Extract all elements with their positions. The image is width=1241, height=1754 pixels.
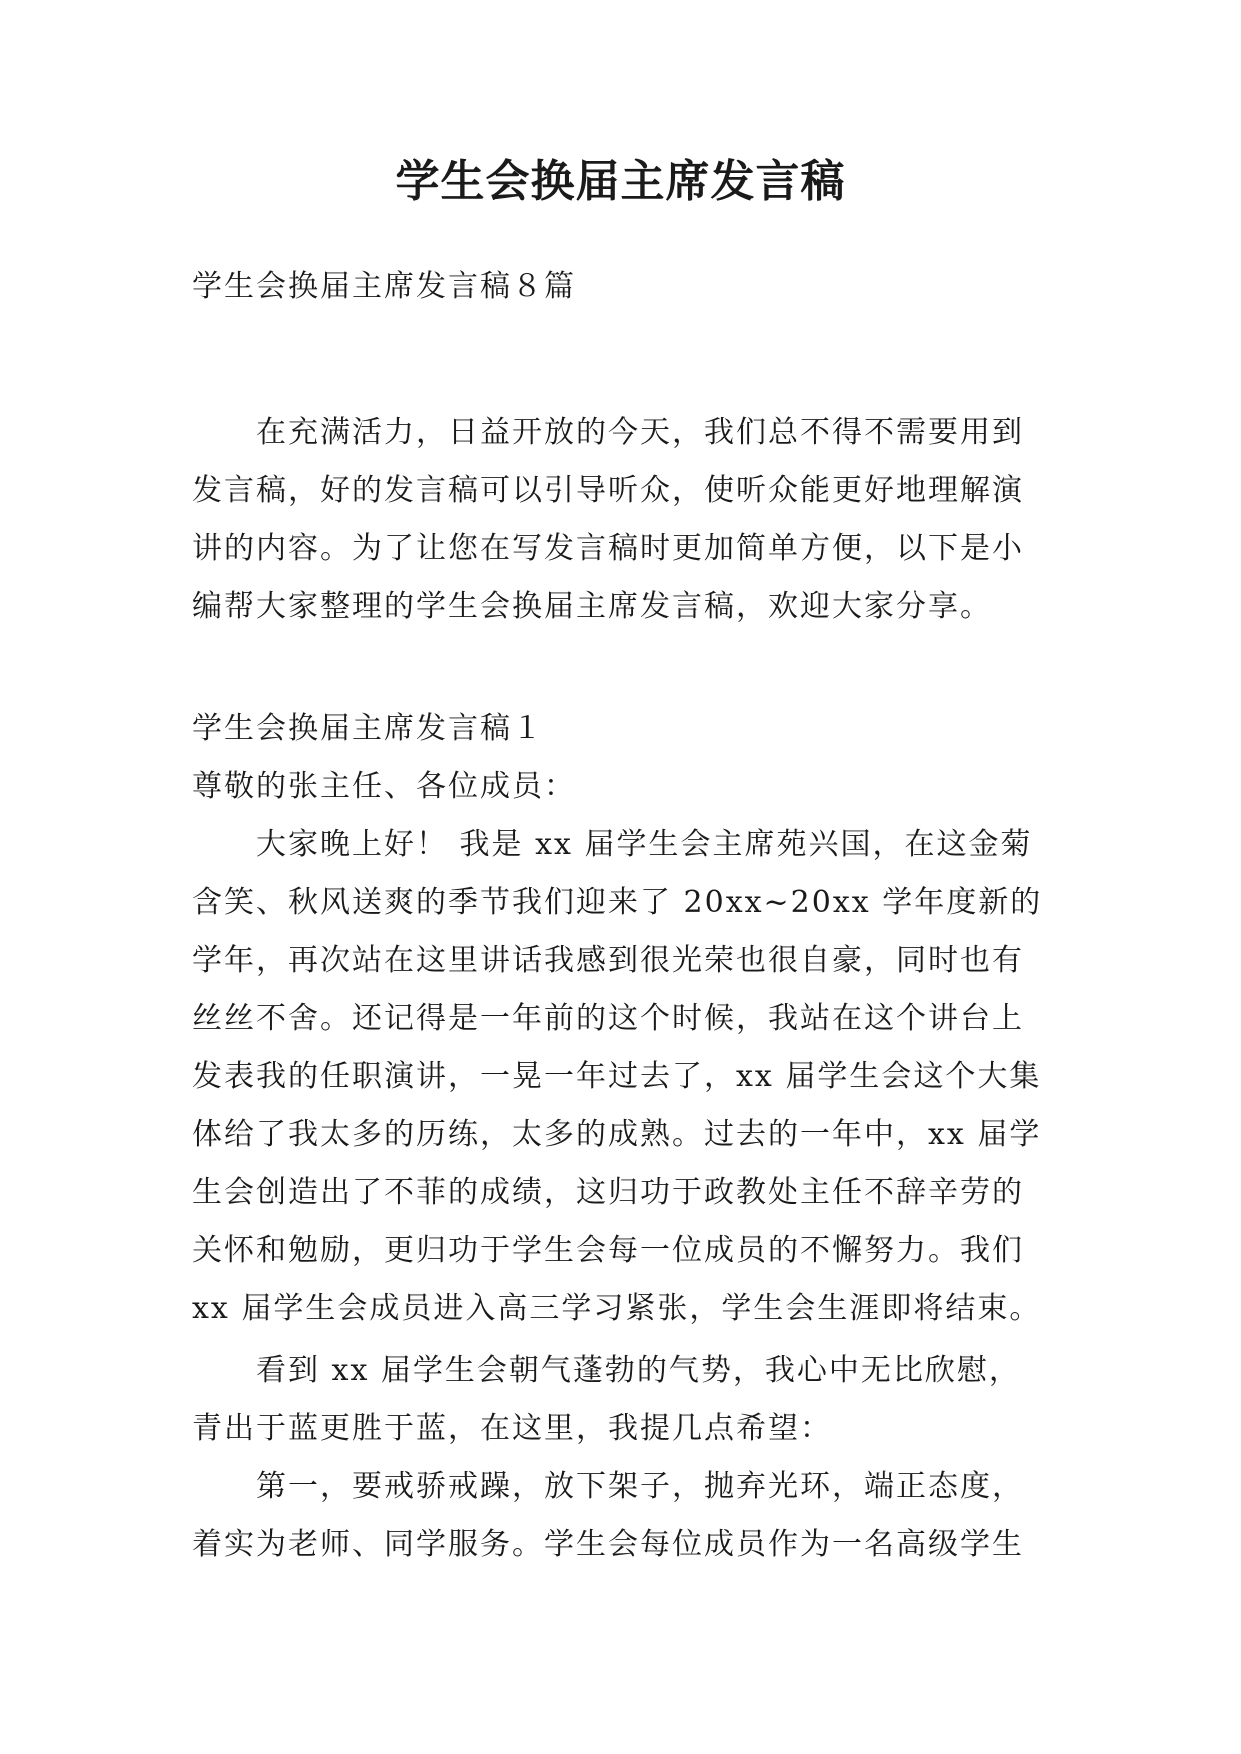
intro-paragraph: 在充满活力，日益开放的今天，我们总不得不需要用到发言稿，好的发言稿可以引导听众，使听众能更好地理解演讲的内容。为了让您在写发言稿时更加简单方便，以下是小编帮大家整理的学生会换届主席发言稿，欢迎大家分享。: [192, 415, 1024, 624]
body-paragraph: 大家晚上好！ 我是 xx 届学生会主席苑兴国，在这金菊含笑、秋风送爽的季节我们迎来了 20xx~20xx 学年度新的学年，再次站在这里讲话我感到很光荣也很自豪，同时也有丝丝不舍。还记得是一年前的这个时候，我站在这个讲台上发表我的任职演讲，一晃一年过去了，xx 届学生会这个大集体给了我太多的历练，太多的成熟。过去的一年中，xx 届学生会创造出了不菲的成绩，这归功于政教处主任不辞辛劳的关怀和勉励，更归功于学生会每一位成员的不懈努力。我们 xx 届学生会成员进入高三学习紧张，学生会生涯即将结束。: [192, 827, 1043, 1326]
body-paragraph: 第一，要戒骄戒躁，放下架子，抛弃光环，端正态度，着实为老师、同学服务。学生会每位成员作为一名高级学生: [192, 1469, 1024, 1562]
section-heading: 学生会换届主席发言稿１: [192, 711, 544, 746]
body-paragraph: 看到 xx 届学生会朝气蓬勃的气势，我心中无比欣慰，青出于蓝更胜于蓝，在这里，我提几点希望：: [192, 1353, 1021, 1446]
salutation: 尊敬的张主任、各位成员：: [192, 769, 576, 804]
document-title: 学生会换届主席发言稿: [395, 156, 846, 207]
document-subtitle: 学生会换届主席发言稿８篇: [192, 269, 576, 304]
